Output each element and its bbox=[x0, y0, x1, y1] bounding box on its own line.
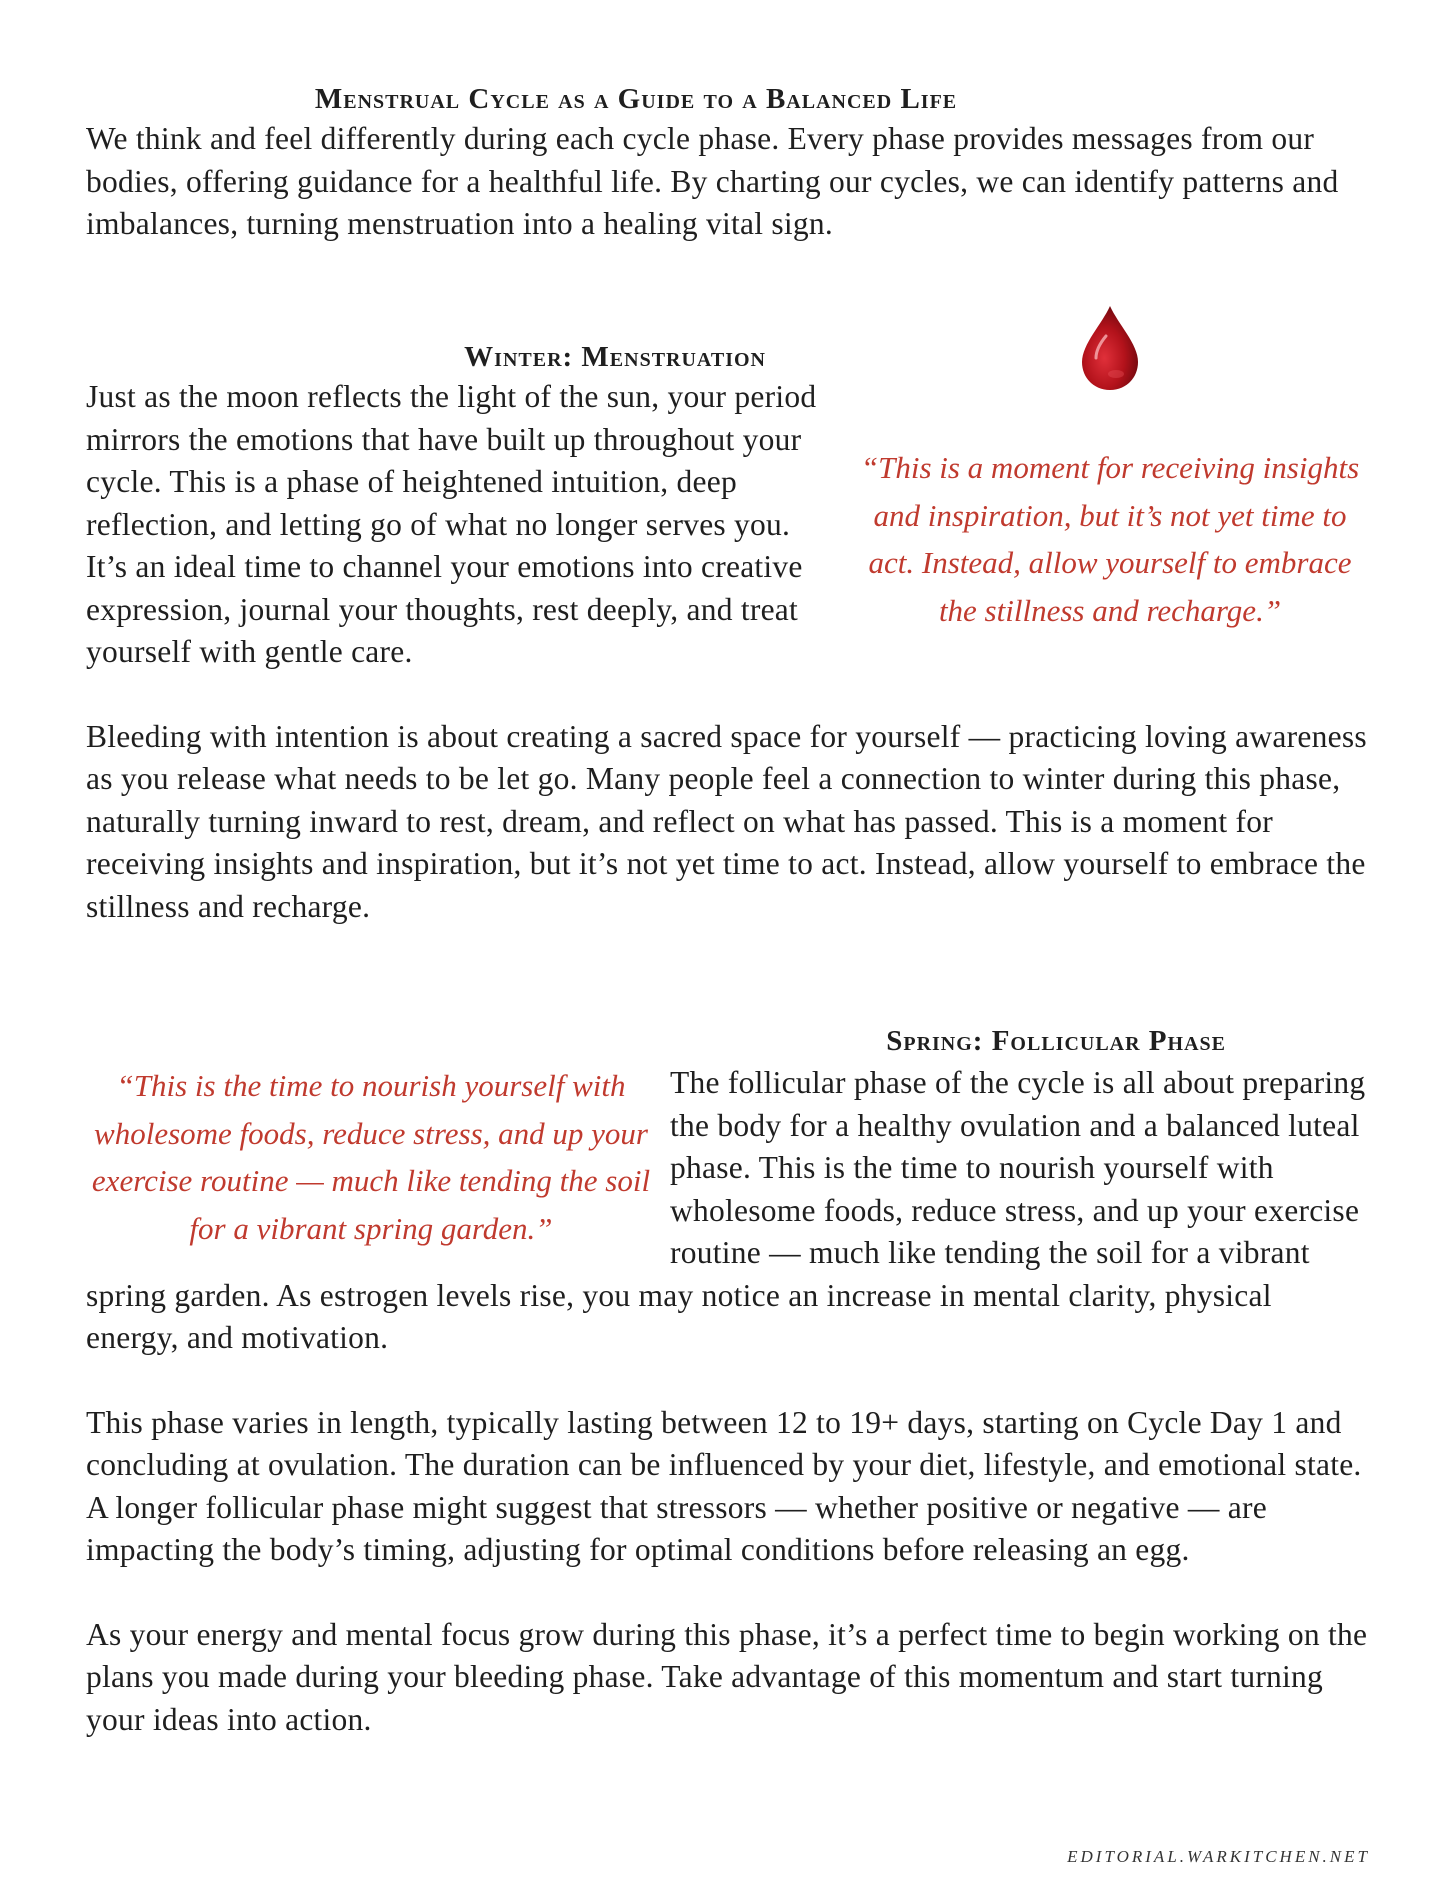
spring-pullquote-box bbox=[86, 1062, 656, 1272]
winter-pullquote: “This is a moment for receiving insights and inspiration, but it’s not yet time to act. Instead, allow yourself to embrace the stillness and recharge.” bbox=[860, 450, 1360, 628]
winter-paragraph-1: Just as the moon reflects the light of the sun, your period mirrors the emotions that have built up throughout your cycle. This is a phase of heightened intuition, deep reflection, and letting go of what no longer serves you. It’s an ideal time to channel your emotions into creative expression, journal your thoughts, rest deeply, and treat yourself with gentle care. bbox=[86, 379, 817, 669]
spring-heading: Spring: Follicular Phase bbox=[886, 1025, 1226, 1057]
winter-heading: Winter: Menstruation bbox=[464, 341, 766, 373]
spring-paragraph-3: As your energy and mental focus grow during this phase, it’s a perfect time to begin working on the plans you made during your bleeding phase. Take advantage of this momentum and start turning your ideas into action. bbox=[86, 1616, 1368, 1737]
spring-pullquote: “This is the time to nourish yourself with wholesome foods, reduce stress, and up your exercise routine — much like tending the soil for a vibrant spring garden.” bbox=[91, 1068, 651, 1246]
intro-paragraph: We think and feel differently during each cycle phase. Every phase provides messages from our bodies, offering guidance for a healthful life. By charting our cycles, we can identify patterns and imbalances, turning menstruation into a healing vital sign. bbox=[86, 121, 1339, 241]
winter-section bbox=[86, 376, 1370, 928]
spring-section bbox=[86, 1062, 1370, 1741]
blood-drop-icon bbox=[850, 302, 1370, 392]
winter-pullquote-box bbox=[850, 376, 1370, 632]
spring-paragraph-2: This phase varies in length, typically lasting between 12 to 19+ days, starting on Cycle Day 1 and concluding at ovulation. The duration can be influenced by your diet, lifestyle, and emotional state. A longer follicular phase might suggest that stressors — whether positive or negative — are impacting the body’s timing, adjusting for optimal conditions before releasing an egg. bbox=[86, 1404, 1362, 1567]
page-title: Menstrual Cycle as a Guide to a Balanced Life bbox=[314, 83, 958, 115]
winter-paragraph-2: Bleeding with intention is about creating a sacred space for yourself — practicing loving awareness as you release what needs to be let go. Many people feel a connection to winter during this phase, naturally turning inward to rest, dream, and reflect on what has passed. This is a moment for receiving insights and inspiration, but it’s not yet time to act. Instead, allow yourself to embrace the stillness and recharge. bbox=[86, 718, 1367, 924]
document-page bbox=[86, 80, 1370, 1737]
footer-website-link[interactable]: EDITORIAL.WARKITCHEN.NET bbox=[1067, 1847, 1370, 1866]
spring-paragraph-1: The follicular phase of the cycle is all about preparing the body for a healthy ovulation and a balanced luteal phase. This is the time to nourish yourself with wholesome foods, reduce stress, and up your exercise routine — much like tending the soil for a vibrant spring garden. As estrogen levels rise, you may notice an increase in mental clarity, physical energy, and motivation. bbox=[86, 1065, 1366, 1355]
